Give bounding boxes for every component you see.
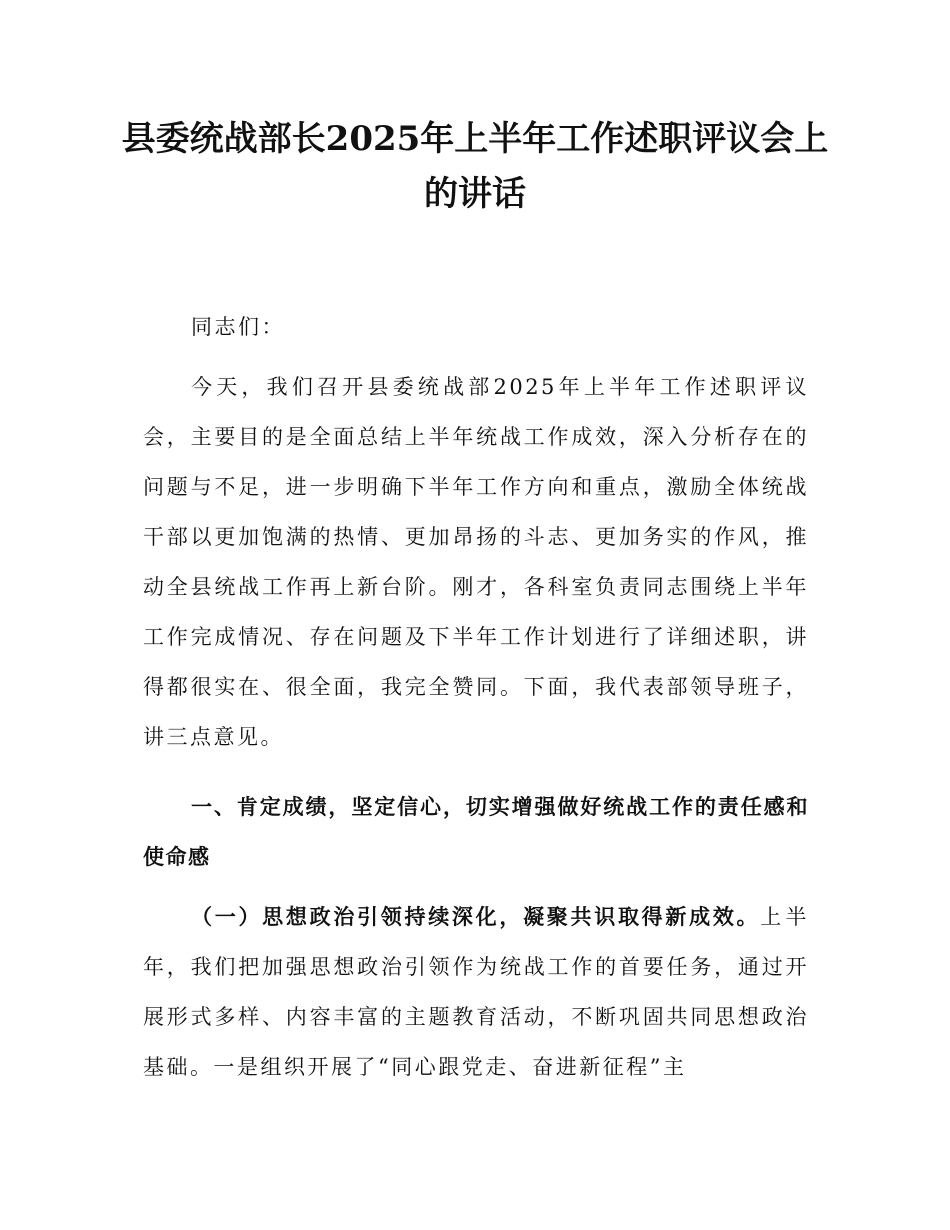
subsection-body-1: 上半年，我们把加强思想政治引领作为统战工作的首要任务，通过开展形式多样、内容丰富的主题教育活动，不断巩固共同思想政治基础。一是组织开展了“同心跟党走、奋进新征程”主 — [143, 905, 810, 1079]
subsection-paragraph-1 — [143, 892, 809, 1092]
subsection-heading-1: （一）思想政治引领持续深化，凝聚共识取得新成效。 — [191, 905, 761, 929]
opening-paragraph: 今天，我们召开县委统战部2025年上半年工作述职评议会，主要目的是全面总结上半年统战工作成效，深入分析存在的问题与不足，进一步明确下半年工作方向和重点，激励全体统战干部以更加饱满的热情、更加昂扬的斗志、更加务实的作风，推动全县统战工作再上新台阶。刚才，各科室负责同志围绕上半年工作完成情况、存在问题及下半年工作计划进行了详细述职，讲得都很实在、很全面，我完全赞同。下面，我代表部领导班子，讲三点意见。 — [143, 375, 809, 749]
greeting: 同志们： — [191, 315, 285, 339]
section-heading-1: 一、肯定成绩，坚定信心，切实增强做好统战工作的责任感和使命感 — [143, 795, 809, 869]
document-title: 县委统战部长2025年上半年工作述职评议会上的讲话 — [121, 119, 829, 214]
